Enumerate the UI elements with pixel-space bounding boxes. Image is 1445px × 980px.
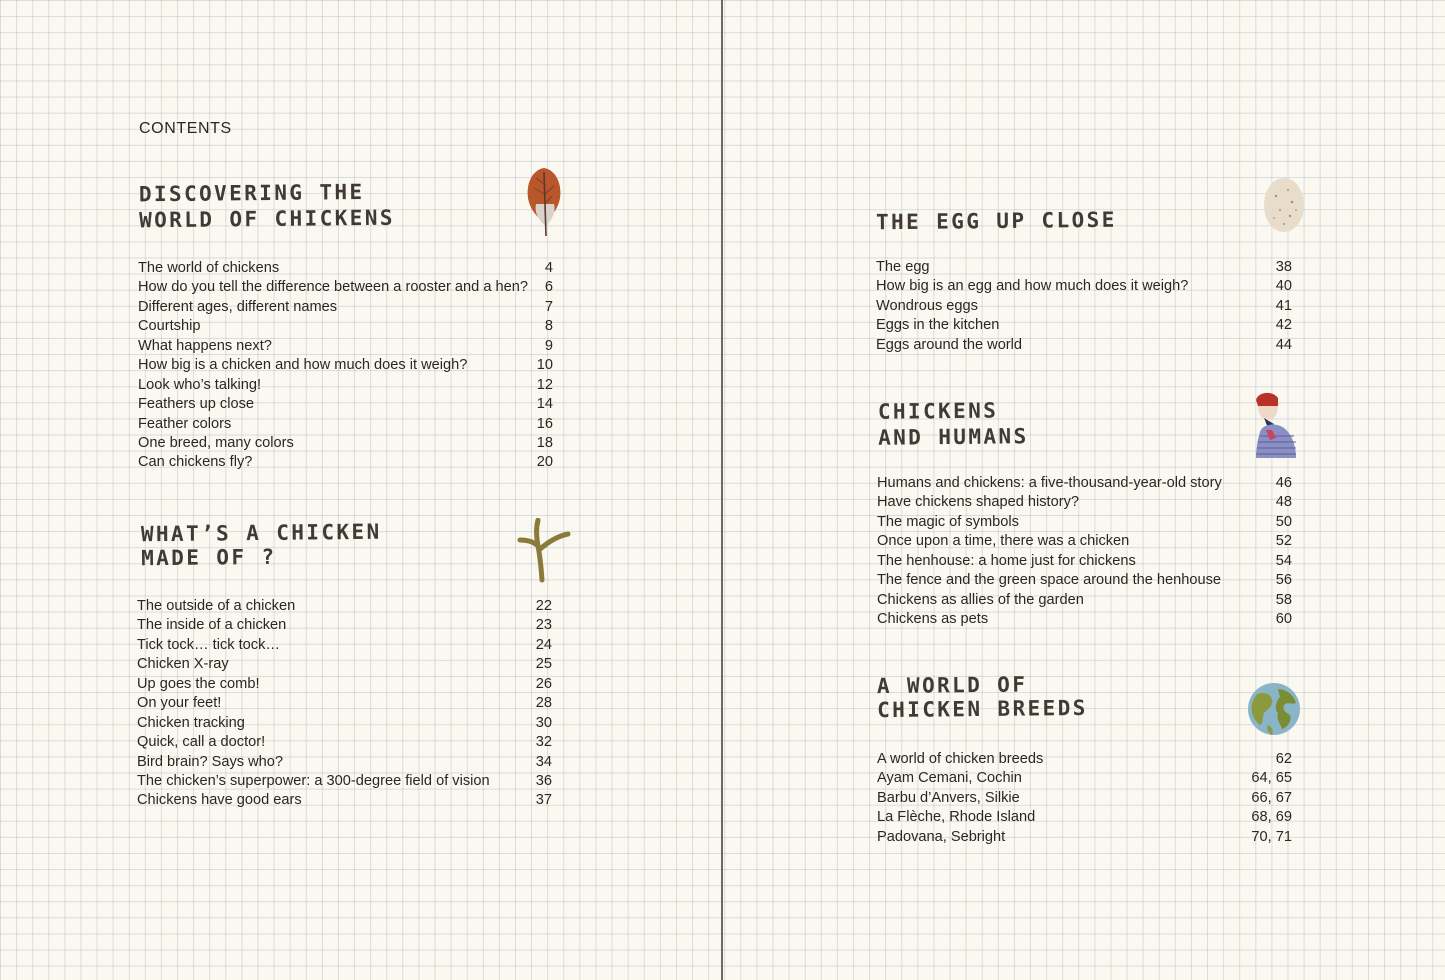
entry-title: How do you tell the difference between a rooster and a hen? (138, 279, 528, 296)
entry-page: 6 (544, 279, 553, 296)
section-heading (878, 397, 1029, 451)
toc-entry[interactable] (138, 278, 553, 297)
entry-title: The outside of a chicken (137, 598, 296, 614)
entry-page: 58 (1275, 591, 1292, 608)
entry-title: Quick, call a doctor! (137, 734, 266, 751)
page-spine (721, 0, 723, 980)
entry-page: 25 (535, 656, 552, 673)
entry-page: 10 (536, 357, 553, 374)
toc-entry[interactable] (138, 356, 553, 375)
feather-icon (524, 164, 564, 243)
toc-entry[interactable] (877, 808, 1292, 827)
heading-line: AND HUMANS (878, 424, 1029, 450)
entry-title: Look who’s talking! (138, 376, 262, 393)
toc-entry[interactable] (876, 316, 1292, 335)
heading-line: DISCOVERING THE (138, 179, 365, 207)
heading-line: WORLD OF CHICKENS (139, 205, 395, 233)
toc-entry[interactable] (137, 753, 552, 772)
toc-entry[interactable] (137, 655, 552, 674)
entry-page: 23 (535, 617, 552, 634)
entry-page: 70, 71 (1251, 828, 1292, 845)
heading-line: CHICKENS (877, 398, 999, 424)
entry-page: 7 (544, 298, 553, 315)
entry-page: 28 (535, 695, 552, 712)
toc-entry[interactable] (137, 772, 552, 791)
entry-page: 60 (1275, 611, 1292, 628)
entry-title: Bird brain? Says who? (137, 753, 284, 770)
heading-line: A WORLD OF (876, 672, 1028, 699)
person-icon (1250, 390, 1300, 465)
entry-title: Feather colors (138, 415, 232, 432)
entry-page: 18 (536, 434, 553, 451)
toc-entry[interactable] (877, 532, 1292, 551)
toc-entry[interactable] (877, 493, 1292, 512)
toc-list (138, 259, 553, 473)
entry-title: La Flèche, Rhode Island (877, 809, 1036, 826)
toc-list (877, 750, 1292, 847)
entry-title: Eggs in the kitchen (876, 317, 1000, 334)
entry-title: The henhouse: a home just for chickens (877, 552, 1136, 569)
entry-title: Courtship (138, 318, 201, 335)
entry-title: Can chickens fly? (138, 454, 253, 471)
toc-entry[interactable] (138, 415, 553, 434)
entry-page: 24 (535, 636, 552, 653)
toc-entry[interactable] (137, 636, 552, 655)
entry-title: Chicken tracking (137, 714, 245, 731)
toc-entry[interactable] (877, 789, 1292, 808)
entry-page: 30 (535, 714, 552, 731)
contents-label: CONTENTS (139, 120, 232, 137)
toc-entry[interactable] (876, 277, 1292, 296)
toc-entry[interactable] (877, 828, 1292, 847)
entry-title: Barbu d’Anvers, Silkie (877, 789, 1020, 806)
entry-title: The fence and the green space around the henhouse (877, 572, 1222, 589)
globe-icon (1246, 681, 1302, 742)
entry-page: 36 (535, 772, 552, 789)
entry-title: Humans and chickens: a five-thousand-year-old story (877, 475, 1222, 491)
toc-entry[interactable] (877, 552, 1292, 571)
entry-title: Up goes the comb! (137, 675, 260, 692)
entry-title: The world of chickens (138, 260, 280, 276)
entry-title: On your feet! (137, 695, 222, 712)
toc-entry[interactable] (137, 675, 552, 694)
toc-entry[interactable] (137, 714, 552, 733)
entry-page: 62 (1275, 751, 1292, 767)
entry-page: 42 (1275, 317, 1292, 334)
entry-title: The egg (876, 259, 930, 275)
toc-entry[interactable] (876, 258, 1292, 277)
toc-entry[interactable] (877, 474, 1292, 493)
entry-page: 9 (544, 337, 553, 354)
entry-title: Chickens as pets (877, 611, 989, 628)
toc-entry[interactable] (877, 591, 1292, 610)
entry-title: How big is an egg and how much does it weigh? (876, 278, 1189, 295)
toc-list (137, 597, 552, 811)
toc-entry[interactable] (877, 750, 1292, 769)
toc-list (876, 258, 1292, 355)
entry-page: 46 (1275, 475, 1292, 491)
heading-line: MADE OF ? (141, 544, 277, 571)
entry-title: Wondrous eggs (876, 297, 978, 314)
toc-list (877, 474, 1292, 630)
toc-entry[interactable] (137, 791, 552, 810)
entry-title: A world of chicken breeds (877, 751, 1044, 767)
toc-entry[interactable] (877, 513, 1292, 532)
entry-page: 66, 67 (1251, 789, 1292, 806)
heading-line: CHICKEN BREEDS (877, 695, 1088, 723)
entry-title: Ayam Cemani, Cochin (877, 770, 1022, 787)
entry-page: 26 (535, 675, 552, 692)
entry-page: 44 (1275, 336, 1292, 353)
entry-title: One breed, many colors (138, 434, 294, 451)
entry-page: 22 (535, 598, 552, 614)
entry-page: 37 (535, 792, 552, 809)
entry-title: The chicken’s superpower: a 300-degree field of vision (137, 772, 490, 789)
toc-entry[interactable] (137, 733, 552, 752)
entry-page: 50 (1275, 513, 1292, 530)
toc-entry[interactable] (137, 597, 552, 616)
toc-entry[interactable] (138, 453, 553, 472)
entry-page: 8 (544, 318, 553, 335)
entry-page: 38 (1275, 259, 1292, 275)
toc-entry[interactable] (138, 337, 553, 356)
entry-title: The magic of symbols (877, 513, 1019, 530)
heading-line: WHAT’S A CHICKEN (140, 519, 382, 547)
entry-page: 32 (535, 734, 552, 751)
toc-entry[interactable] (137, 616, 552, 635)
section-heading (876, 207, 1117, 236)
entry-page: 48 (1275, 494, 1292, 511)
toc-entry[interactable] (138, 376, 553, 395)
entry-page: 54 (1275, 552, 1292, 569)
toc-entry[interactable] (137, 694, 552, 713)
entry-title: Tick tock… tick tock… (137, 636, 280, 653)
toc-entry[interactable] (138, 434, 553, 453)
entry-title: Feathers up close (138, 396, 255, 413)
entry-page: 41 (1275, 297, 1292, 314)
entry-title: How big is a chicken and how much does it weigh? (138, 357, 468, 374)
entry-page: 12 (536, 376, 553, 393)
entry-title: Chickens as allies of the garden (877, 591, 1084, 608)
entry-page: 68, 69 (1251, 809, 1292, 826)
entry-page: 20 (536, 454, 553, 471)
entry-title: Chickens have good ears (137, 792, 302, 809)
toc-entry[interactable] (138, 317, 553, 336)
entry-title: Chicken X-ray (137, 656, 229, 673)
toc-entry[interactable] (877, 769, 1292, 788)
entry-title: Eggs around the world (876, 336, 1023, 353)
entry-page: 34 (535, 753, 552, 770)
entry-title: Have chickens shaped history? (877, 494, 1079, 511)
toc-entry[interactable] (877, 610, 1292, 629)
entry-title: What happens next? (138, 337, 272, 354)
toc-entry[interactable] (138, 259, 553, 278)
entry-page: 64, 65 (1251, 770, 1292, 787)
section-heading (141, 520, 382, 571)
section-heading (139, 179, 395, 234)
toc-entry[interactable] (876, 336, 1292, 355)
entry-page: 40 (1275, 278, 1292, 295)
entry-title: Different ages, different names (138, 298, 338, 315)
entry-page: 14 (536, 396, 553, 413)
entry-page: 4 (544, 260, 553, 276)
entry-title: Padovana, Sebright (877, 828, 1006, 845)
heading-line: THE EGG UP CLOSE (875, 207, 1117, 235)
entry-page: 56 (1275, 572, 1292, 589)
entry-page: 16 (536, 415, 553, 432)
section-heading (877, 672, 1088, 722)
chicken-foot-icon (516, 518, 572, 589)
entry-title: Once upon a time, there was a chicken (877, 533, 1130, 550)
toc-entry[interactable] (876, 297, 1292, 316)
entry-title: The inside of a chicken (137, 617, 287, 634)
toc-entry[interactable] (138, 298, 553, 317)
toc-entry[interactable] (138, 395, 553, 414)
entry-page: 52 (1275, 533, 1292, 550)
toc-entry[interactable] (877, 571, 1292, 590)
egg-icon (1260, 174, 1308, 239)
